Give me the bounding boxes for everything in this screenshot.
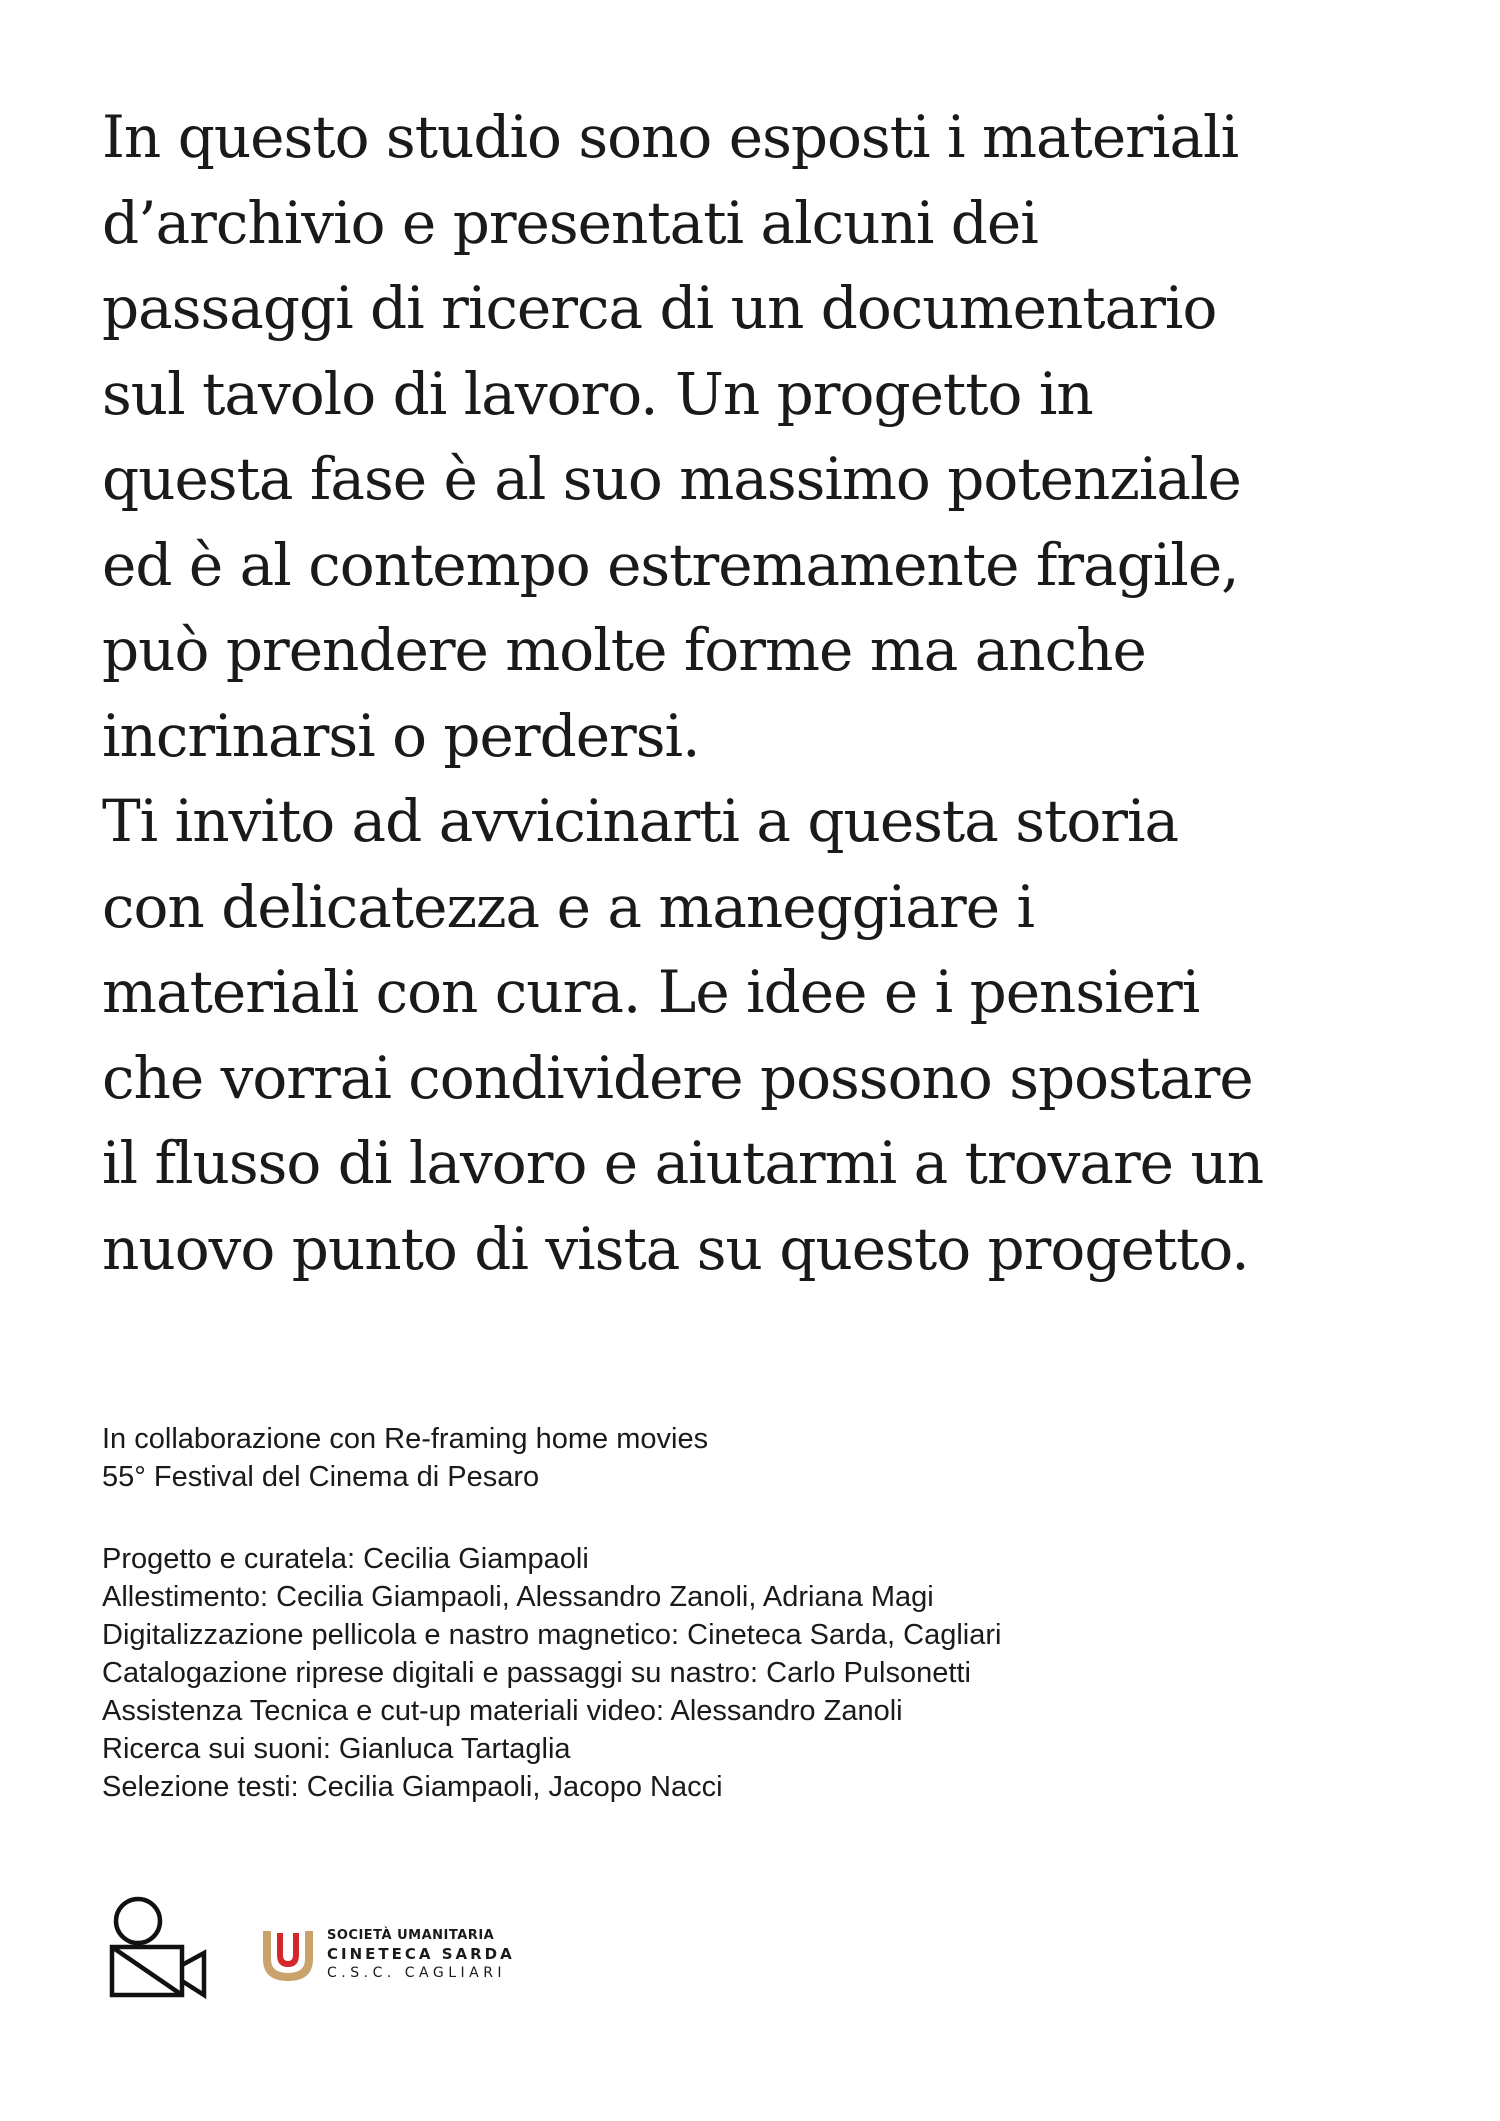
statement-line: Ti invito ad avvicinarti a questa storia — [102, 787, 1179, 855]
credit-line: Selezione testi: Cecilia Giampaoli, Jacopo Nacci — [102, 1771, 723, 1803]
collaboration-block — [102, 1420, 1302, 1496]
cineteca-line-1: SOCIETÀ UMANITARIA — [327, 1928, 495, 1943]
cineteca-sarda-logo — [257, 1925, 657, 1995]
credit-line: Progetto e curatela: Cecilia Giampaoli — [102, 1543, 589, 1575]
cineteca-line-3: C.S.C. CAGLIARI — [327, 1965, 507, 1981]
statement-line: ed è al contempo estremamente fragile, — [102, 530, 1239, 599]
statement-line: può prendere molte forme ma anche — [102, 616, 1146, 684]
cineteca-emblem-icon — [257, 1925, 319, 1987]
credit-line: Ricerca sui suoni: Gianluca Tartaglia — [102, 1733, 571, 1765]
statement-line: il flusso di lavoro e aiutarmi a trovare un — [102, 1129, 1264, 1197]
statement-line: In questo studio sono esposti i materiali — [102, 103, 1239, 171]
statement-line: con delicatezza e a maneggiare i — [102, 872, 1035, 941]
statement-line: materiali con cura. Le idee e i pensieri — [102, 958, 1200, 1026]
credit-line: Digitalizzazione pellicola e nastro magnetico: Cineteca Sarda, Cagliari — [102, 1619, 1002, 1651]
camera-logo-icon — [102, 1895, 222, 2005]
statement-line: sul tavolo di lavoro. Un progetto in — [102, 359, 1093, 428]
statement-line: passaggi di ricerca di un documentario — [102, 274, 1217, 342]
credits-block — [102, 1540, 1402, 1806]
collaboration-line: 55° Festival del Cinema di Pesaro — [102, 1461, 540, 1493]
credit-line: Catalogazione riprese digitali e passaggi su nastro: Carlo Pulsonetti — [102, 1657, 971, 1689]
statement-text — [102, 95, 1462, 1292]
statement-line: nuovo punto di vista su questo progetto. — [102, 1214, 1249, 1283]
statement-line: che vorrai condividere possono spostare — [102, 1043, 1253, 1112]
cineteca-line-2: CINETECA SARDA — [327, 1945, 515, 1963]
logos-row — [102, 1895, 902, 2015]
credit-line: Assistenza Tecnica e cut-up materiali video: Alessandro Zanoli — [102, 1695, 903, 1727]
credit-line: Allestimento: Cecilia Giampaoli, Alessandro Zanoli, Adriana Magi — [102, 1581, 934, 1613]
collaboration-line: In collaborazione con Re-framing home movies — [102, 1423, 709, 1455]
statement-line: incrinarsi o perdersi. — [102, 701, 700, 770]
statement-line: d’archivio e presentati alcuni dei — [102, 188, 1038, 257]
statement-line: questa fase è al suo massimo potenziale — [102, 445, 1241, 513]
